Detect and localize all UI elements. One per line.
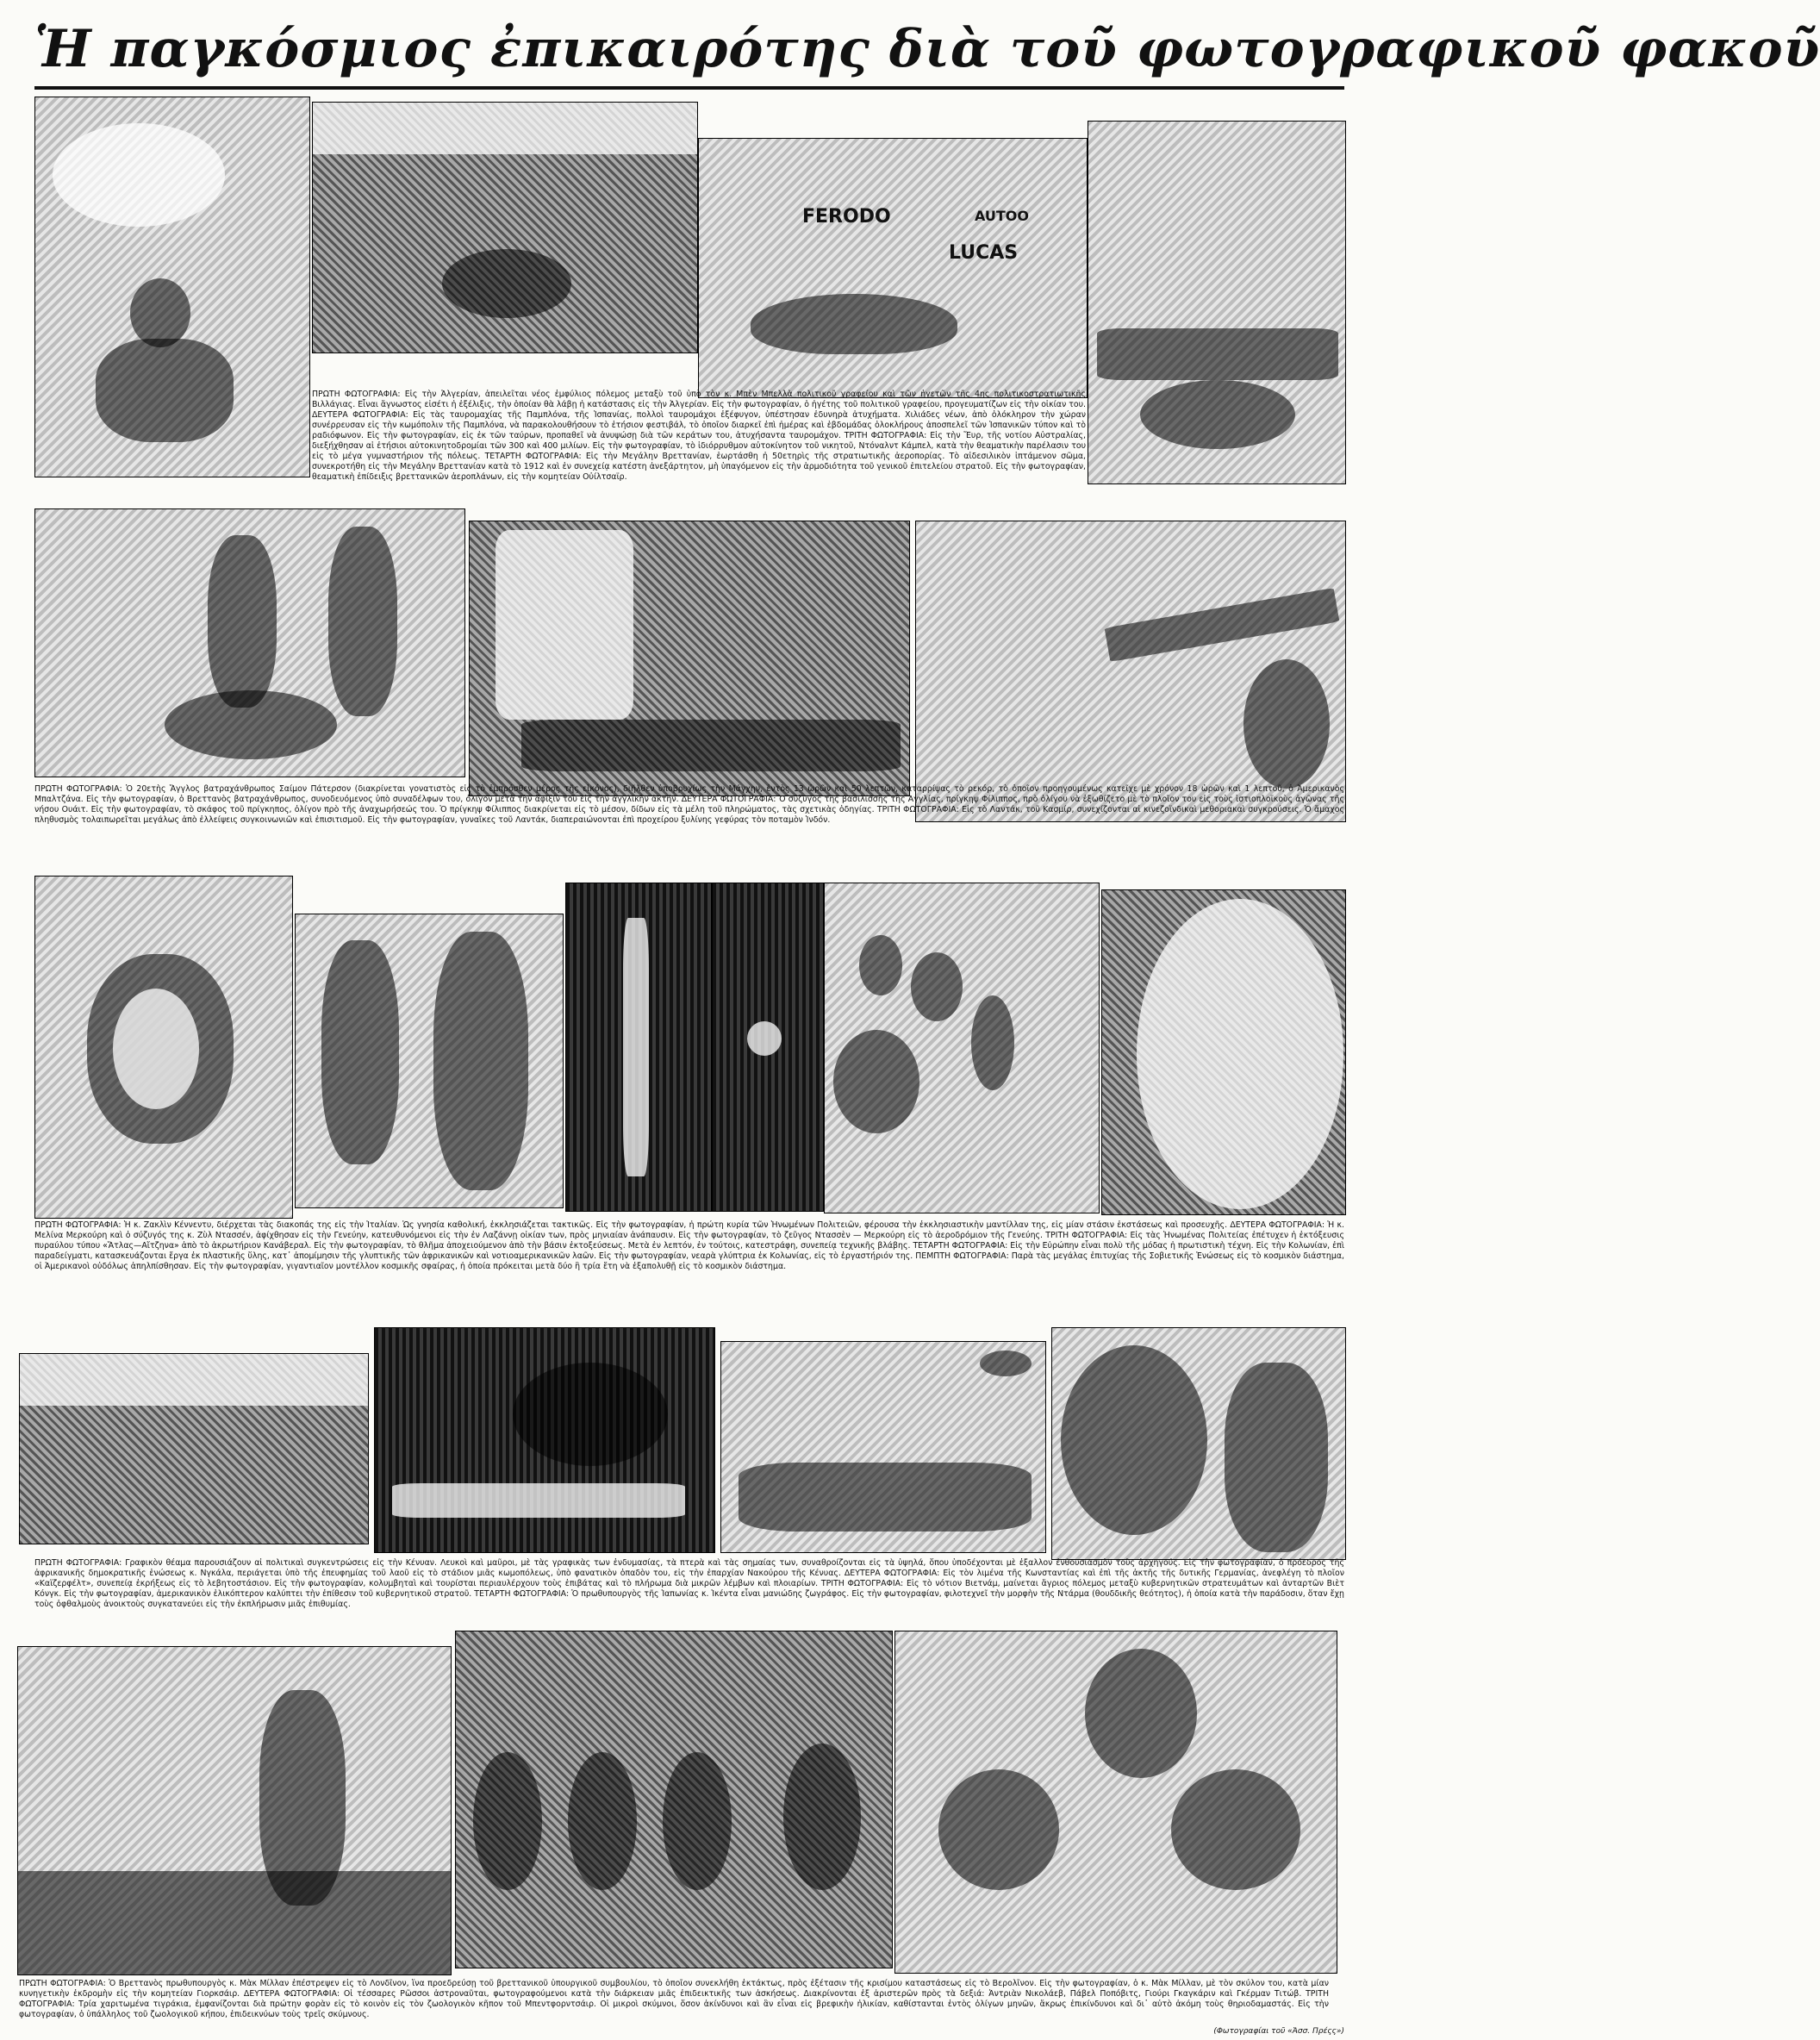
- photo-mercouri-dassin: [295, 914, 564, 1208]
- photo-raf-biplanes: [1088, 121, 1346, 484]
- photo-soviet-cosmonauts: [455, 1631, 893, 1968]
- photo-rocket-flare: [712, 883, 824, 1212]
- caption-row-5: ΠΡΩΤΗ ΦΩΤΟΓΡΑΦΙΑ: Ὁ Βρεττανὸς πρωθυπουργὸς κ. Μὰκ Μίλλαν ἐπέστρεψεν εἰς τὸ Λονδῖνον, ἵνα προεδρεύσῃ τοῦ βρεττανικοῦ ὑπουργικοῦ συμβουλίου, τὸ ὁποῖον συνεκλήθη ἐκτάκτως, πρὸς ἐξέτασιν τῆς κρισίμου καταστάσεως εἰς τὸ Βερολῖνον. Εἰς τὴν φωτογραφίαν, ὁ κ. Μὰκ Μίλλαν, μὲ τὸν σκύλον του, κατὰ μίαν κυνηγετικὴν ἐκδρομὴν εἰς τὴν κομητείαν Γιορκσάιρ. ΔΕΥΤΕΡΑ ΦΩΤΟΓΡΑΦΙΑ: Οἱ τέσσαρες Ρῶσσοι ἀστροναῦται, φωτογραφούμενοι κατὰ τὴν διάρκειαν μιᾶς ἐπιδεικτικῆς των ἀσκήσεως. Διακρίνονται ἐξ ἀριστερῶν πρὸς τὰ δεξιά: Ἀντριὰν Νικολάεβ, Πάβελ Ποπόβιτς, Γιούρι Γκαγκάριν καὶ Γκέρμαν Τιτώβ. ΤΡΙΤΗ ΦΩΤΟΓΡΑΦΙΑ: Τρία χαριτωμένα τιγράκια, ἐμφανίζονται διὰ πρώτην φορὰν εἰς τὸ κοινὸν εἰς τὸν ζωολογικὸν κῆπον τοῦ Μπεντφορντσάιρ. Οἱ μικροὶ σκύμνοι, ὅσον ἀκίνδυνοι καὶ ἂν εἶναι εἰς βρεφικὴν ἡλικίαν, καθίστανται ἐντὸς ὀλίγων μηνῶν, ἄκρως ἐπικίνδυνοι καὶ δι᾽ αὐτὸ ἀκόμη τοὺς θηριοδαμαστάς. Εἰς τὴν φωτογραφίαν, ὁ ὑπάλληλος τοῦ ζωολογικοῦ κήπου, ἐπιδεικνύων τοὺς τρεῖς σκύμνους.: [19, 1979, 1329, 2019]
- photo-tiger-cubs: [894, 1631, 1337, 1974]
- lucas-sign: LUCAS: [949, 242, 1019, 264]
- photo-ship-fire: [374, 1327, 715, 1553]
- photo-macmillan-hunting: [17, 1646, 452, 1975]
- photo-frogman: [34, 508, 465, 777]
- photo-prince-philip-yacht: [469, 521, 910, 796]
- caption-row-3: ΠΡΩΤΗ ΦΩΤΟΓΡΑΦΙΑ: Ἡ κ. Ζακλὶν Κέννεντυ, διέρχεται τὰς διακοπάς της εἰς τὴν Ἰταλίαν. Ὡς γνησία καθολική, ἐκκλησιάζεται τακτικῶς. Εἰς τὴν φωτογραφίαν, ἡ πρώτη κυρία τῶν Ἡνωμένων Πολιτειῶν, φέρουσα τὴν ἐκκλησιαστικὴν μαντίλλαν της, εἰς μίαν στάσιν ἐκστάσεως καὶ προσευχῆς. ΔΕΥΤΕΡΑ ΦΩΤΟΓΡΑΦΙΑ: Ἡ κ. Μελίνα Μερκούρη καὶ ὁ σύζυγός της κ. Ζὺλ Ντασσέν, ἀφίχθησαν εἰς τὴν Γενεύην, κατευθυνόμενοι εἰς τὴν ἐν Λαζάννῃ οἰκίαν των, πρὸς μηνιαίαν ἀνάπαυσιν. Εἰς τὴν φωτογραφίαν, τὸ ζεῦγος Ντασσὲν — Μερκούρη εἰς τὸ ἀεροδρόμιον τῆς Γενεύης. ΤΡΙΤΗ ΦΩΤΟΓΡΑΦΙΑ: Εἰς τὰς Ἡνωμένας Πολιτείας ἐπέτυχεν ἡ ἐκτόξευσις πυραύλου τύπου «Ἄτλας—Αἴτζηνα» ἀπὸ τὸ ἀκρωτήριον Κανάβεραλ. Εἰς τὴν φωτογραφίαν, τὸ θλῆμα ἀποχειούμενον ἀπὸ τὴν βάσιν ἐκτοξεύσεως. Μετὰ ἐν λεπτόν, ἐν τούτοις, κατεστράφη, συνεπείᾳ τεχνικῆς βλάβης. ΤΕΤΑΡΤΗ ΦΩΤΟΓΡΑΦΙΑ: Εἰς τὴν Εὐρώπην εἶναι πολὺ τῆς μόδας ἡ πρωτιστικὴ τέχνη. Εἰς τὴν Κολωνίαν, ἐπὶ παραδείγματι, κατασκευάζονται ἔργα ἐκ πλαστικῆς ὕλης, κατ᾽ ἀπομίμησιν τῆς γλυπτικῆς τῶν ἀφρικανικῶν καὶ νοτιοαμερικανικῶν λαῶν. Εἰς τὴν φωτογραφίαν, νεαρὰ γλύπτρια ἐκ Κολωνίας, εἰς τὸ ἐργαστήριόν της. ΠΕΜΠΤΗ ΦΩΤΟΓΡΑΦΙΑ: Παρὰ τὰς μεγάλας ἐπιτυχίας τῆς Σοβιετικῆς Ἑνώσεως εἰς τὸ κοσμικὸν διάστημα, οἱ Ἀμερικανοὶ οὐδόλως ἀπηλπίσθησαν. Εἰς τὴν φωτογραφίαν, γιγαντιαῖον μοντέλλον κοσμικῆς σφαίρας, ἡ ὁποία πρόκειται μετὰ δύο ἢ τρία ἔτη νὰ ἐξαπολυθῇ εἰς τὸ κοσμικὸν διάστημα.: [34, 1220, 1344, 1271]
- photo-kenya-rally: [19, 1353, 369, 1544]
- photo-pamplona-bull: [312, 102, 698, 353]
- photo-ikeda-daruma: [1051, 1327, 1346, 1560]
- caption-row-4: ΠΡΩΤΗ ΦΩΤΟΓΡΑΦΙΑ: Γραφικὸν θέαμα παρουσιάζουν αἱ πολιτικαὶ συγκεντρώσεις εἰς τὴν Κένυαν. Λευκοὶ καὶ μαῦροι, μὲ τὰς γραφικὰς των ἐνδυμασίας, τὰ πτερὰ καὶ τὰς σημαίας των, συναθροίζονται εἰς τὰ ὑψηλά, ὅπου ὑποδέχονται μὲ ἐξαλλον ἐνθουσιασμὸν τοὺς ἀρχηγούς. Εἰς τὴν φωτογραφίαν, ὁ πρόεδρος τῆς ἀφρικανικῆς δημοκρατικῆς ἑνώσεως κ. Νγκάλα, περιάγεται ὑπὸ τῆς ἐπευφημίας τοῦ λαοῦ εἰς τὸ στάδιον μιᾶς κωμοπόλεως, ὑπὸ φανατικὸν ὁπαδὸν του, εἰς τὴν ἐπαρχίαν Νακούρου τῆς Κένυας. ΔΕΥΤΕΡΑ ΦΩΤΟΓΡΑΦΙΑ: Εἰς τὸν λιμένα τῆς Κωνσταντίας καὶ ἐπὶ τῆς ἀκτῆς τῆς δυτικῆς Γερμανίας, ἀνεφλέγη τὸ πλοῖον «Καϊζερφέλτ», συνεπείᾳ ἐκρήξεως εἰς τὸ λεβητοστάσιον. Εἰς τὴν φωτογραφίαν, κολυμβηταὶ καὶ τουρίσται περιαυλέρχουν τοὺς ἐπιβάτας καὶ τὸ πλήρωμα διὰ μικρῶν λέμβων καὶ πλοιαρίων. ΤΡΙΤΗ ΦΩΤΟΓΡΑΦΙΑ: Εἰς τὸ νότιον Βιετνάμ, μαίνεται ἄγριος πόλεμος μεταξὺ κυβερνητικῶν στρατευμάτων καὶ ἀνταρτῶν Βιὲτ Κόνγκ. Εἰς τὴν φωτογραφίαν, ἀμερικανικὸν ἑλικόπτερον καλύπτει τὴν ἐπίθεσιν τοῦ κυβερνητικοῦ στρατοῦ. ΤΕΤΑΡΤΗ ΦΩΤΟΓΡΑΦΙΑ: Ὁ πρωθυπουργὸς τῆς Ἰαπωνίας κ. Ἰκέντα εἶναι μανιώδης ζωγράφος. Εἰς τὴν φωτογραφίαν, φιλοτεχνεῖ τὴν μορφὴν τῆς Ντάρμα (θουδδικῆς θεότητος), ἡ ὁποία κατὰ τὴν παράδοσιν, ὅταν ἔχῃ τοὺς ὀφθαλμοὺς ἀνοικτοὺς συγκατανεύει εἰς τὴν ἐκπλήρωσιν μιᾶς ἐπιθυμίας.: [34, 1558, 1344, 1609]
- page-headline: Ἡ παγκόσμιος ἐπικαιρότης διὰ τοῦ φωτογραφικοῦ φακοῦ: [34, 19, 1820, 79]
- photo-vietnam-helicopter: [720, 1341, 1046, 1553]
- photo-ladakh-bridge: [915, 521, 1346, 822]
- photo-australia-racecar: [698, 138, 1088, 398]
- photo-cologne-sculptor: [824, 883, 1100, 1213]
- caption-row-2: ΠΡΩΤΗ ΦΩΤΟΓΡΑΦΙΑ: Ὁ 20ετὴς Ἄγγλος βατραχάνθρωπος Σαίμον Πάτερσον (διακρίνεται γονατιστὸς εἰς τὸ ἐμπρόσθεν μέρος τῆς εἰκόνος), διῆλθεν ὑποβρυχίως τὴν Μάγχην, ἐντὸς 13 ὡρῶν καὶ 50 λεπτῶν, καταρρίψας τὸ ρεκόρ, τὸ ὁποῖον προηγουμένως κατεῖχε μὲ χρόνον 18 ὡρῶν καὶ 1 λεπτοῦ, ὁ Ἀμερικανὸς Μπαλτζάνα. Εἰς τὴν φωτογραφίαν, ὁ Βρεττανὸς βατραχάνθρωπος, συνοδευόμενος ὑπὸ συναδέλφων του, ὀλίγον μετὰ τὴν ἄφιξίν του εἰς τὴν ἀγγλικὴν ἀκτήν. ΔΕΥΤΕΡΑ ΦΩΤΟΓΡΑΦΙΑ: Ὁ σύζυγος τῆς βασιλίσσης τῆς Ἀγγλίας, πρίγκηψ Φίλιππος, πρὸ ὀλίγου νὰ ἐξωθίζετο μὲ τὸ πλοῖον του εἰς τοὺς ἱστιοπλοϊκοὺς ἀγῶνας τῆς νήσου Ουάιτ. Εἰς τὴν φωτογραφίαν, τὸ σκάφος τοῦ πρίγκηπος, ὀλίγον πρὸ τῆς ἀναχωρήσεώς του. Ὁ πρίγκηψ Φίλιππος διακρίνεται εἰς τὸ μέσον, δίδων εἰς τὰ μέλη τοῦ πληρώματος, τὰς σχετικὰς ὁδηγίας. ΤΡΙΤΗ ΦΩΤΟΓΡΑΦΙΑ: Εἰς τὸ Λαντάκ, τοῦ Κασμίρ, συνεχίζονται αἱ κινεζοϊνδικαὶ μεθοριακαὶ συγκρούσεις. Ὁ ἄμαχος πληθυσμὸς τολαιπωρεῖται μεγάλως ἀπὸ ἐλλείψεις συγκοινωνιῶν καὶ ἐπισιτισμοῦ. Εἰς τὴν φωτογραφίαν, γυναῖκες τοῦ Λαντάκ, διαπεραιώνονται ἐπὶ προχείρου ξυλίνης γεφύρας τὸν ποταμὸν Ἰνδόν.: [34, 784, 1344, 825]
- photo-algeria-leader: [34, 97, 310, 477]
- headline-rule: [34, 86, 1344, 90]
- autoo-sign: AUTOO: [975, 208, 1029, 224]
- ferodo-sign: FERODO: [802, 206, 891, 228]
- photo-space-sphere: [1101, 889, 1346, 1215]
- photo-credit: (Φωτογραφίαι τοῦ «Ἀσσ. Πρέςς»): [1213, 2027, 1344, 2036]
- photo-jacqueline-kennedy: [34, 876, 293, 1219]
- photo-atlas-rocket: [565, 883, 712, 1212]
- caption-row-1: ΠΡΩΤΗ ΦΩΤΟΓΡΑΦΙΑ: Εἰς τὴν Ἀλγερίαν, ἀπειλεῖται νέος ἐμφύλιος πόλεμος μεταξὺ τοῦ ὑπὸ τὸν κ. Μπὲν Μπελλὰ πολιτικοῦ γραφείου καὶ τῶν ἡγετῶν τῆς 4ης πολιτικοστρατιωτικῆς Βιλλάγιας. Εἶναι ἄγνωστος εἰσέτι ἡ ἐξέλιξις, τὴν ὁποίαν θὰ λάβῃ ἡ κατάστασις εἰς τὴν Ἀλγερίαν. Εἰς τὴν φωτογραφίαν, ὁ ἡγέτης τοῦ πολιτικοῦ γραφείου, προγευματίζων εἰς τὴν οἰκίαν του. ΔΕΥΤΕΡΑ ΦΩΤΟΓΡΑΦΙΑ: Εἰς τὰς ταυρομαχίας τῆς Παμπλόνα, τῆς Ἱσπανίας, πολλοὶ ταυρομάχοι ἐξέφυγον, ὑπέστησαν ἐδυνηρὰ ἀτυχήματα. Χιλιάδες νέων, ἀπὸ ὁλόκληρον τὴν χώραν συνέρρευσαν εἰς τὴν κωμόπολιν τῆς Παμπλόνα, νὰ παρακολουθήσουν τὸ ἐτήσιον φεστιβάλ, τὸ ὁποῖον διαρκεῖ ἐπὶ ἡμέρας καὶ ἑβδομάδας ὁλοκλήρους ἀποσπελεῖ τῶν Ἱσπανικῶν τύπον καὶ τὸ ραδιόφωνον. Εἰς τὴν φωτογραφίαν, εἰς ἐκ τῶν ταύρων, προπαθεῖ νὰ ἀνυψώσῃ διὰ τῶν κεράτων του, ἀτυχήσαντα ταυρομάχον. ΤΡΙΤΗ ΦΩΤΟΓΡΑΦΙΑ: Εἰς τὴν Ἔυρ, τῆς νοτίου Αὐστραλίας, διεξήχθησαν αἱ ἐτήσιοι αὐτοκινητοδρομίαι τῶν 300 καὶ 400 μιλίων. Εἰς τὴν φωτογραφίαν, τὸ ἰδιόρρυθμον αὐτοκίνητον τοῦ νικητοῦ, Ντόναλντ Κάμπελ, κατὰ τὴν θεαματικὴν παρέλασιν του εἰς τὸ μέγα γυμναστήριον τῆς πόλεως. ΤΕΤΑΡΤΗ ΦΩΤΟΓΡΑΦΙΑ: Εἰς τὴν Μεγάλην Βρεττανίαν, ἑωρτάσθη ἡ 50ετηρὶς τῆς στρατιωτικῆς ἀεροπορίας. Τὸ αἰδεσιλικὸν ἱπτάμενον σῶμα, συνεκροτήθη εἰς τὴν Μεγάλην Βρεττανίαν κατὰ τὸ 1912 καὶ ἐν συνεχείᾳ κατέστη ἀνεξάρτητον, μὴ ὑπαγόμενον εἰς τὴν ἁρμοδιότητα τοῦ γενικοῦ ἐπιτελείου στρατοῦ. Εἰς τὴν φωτογραφίαν, θεαματικὴ ἐπίδειξις βρεττανικῶν ἀεροπλάνων, εἰς τὴν κομητείαν Οὐίλτσαϊρ.: [312, 390, 1086, 482]
